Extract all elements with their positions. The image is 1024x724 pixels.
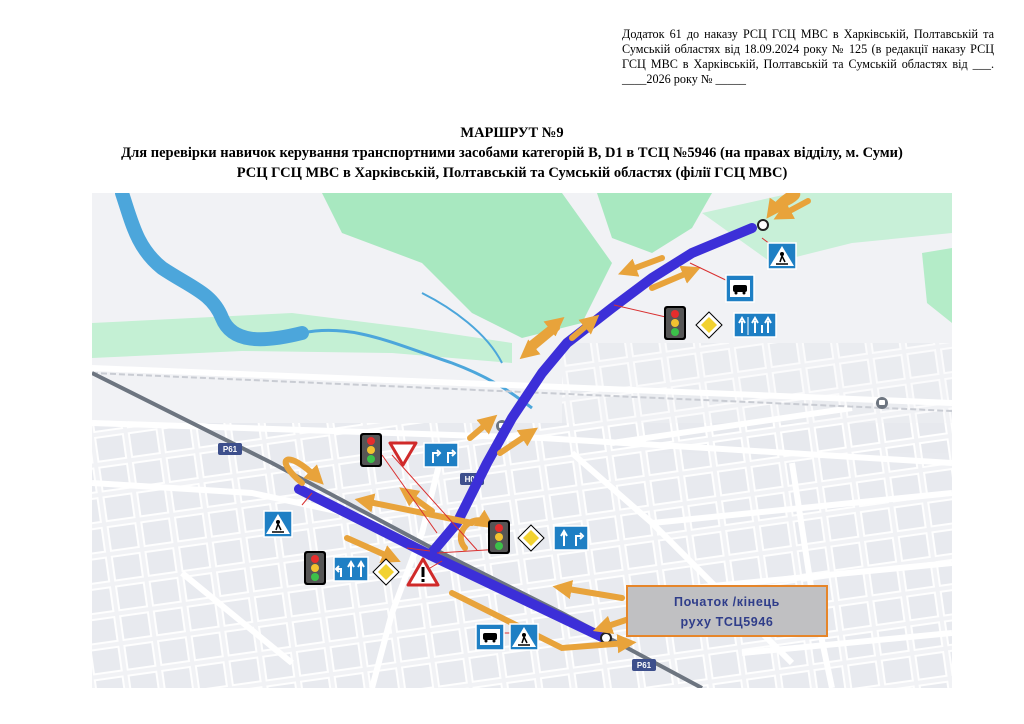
road-label-r61-west xyxy=(218,443,242,455)
route-organization: РСЦ ГСЦ МВС в Харківській, Полтавській та Сумській областях (філії ГСЦ МВС) xyxy=(236,165,788,181)
lane-direction-sign-icon xyxy=(424,443,458,467)
bus-stop-sign-icon xyxy=(476,624,504,650)
traffic-light-icon xyxy=(488,520,510,554)
bus-stop-marker-icon xyxy=(876,397,888,409)
route-subtitle: Для перевірки навичок керування транспортними засобами категорій B, D1 в ТСЦ №5946 (на правах відділу, м. Суми) xyxy=(121,145,903,161)
lane-direction-sign-icon xyxy=(554,526,588,550)
pedestrian-crossing-sign-icon xyxy=(510,624,538,650)
start-end-box-line2: руху ТСЦ5946 xyxy=(680,615,774,629)
route-map[interactable] xyxy=(92,193,952,688)
title-block xyxy=(0,123,1024,183)
traffic-light-icon xyxy=(664,306,686,340)
svg-text:Р61: Р61 xyxy=(636,661,652,670)
lane-direction-sign-icon xyxy=(334,557,368,581)
svg-text:Р61: Р61 xyxy=(222,445,238,454)
route-north-end-marker xyxy=(758,220,768,230)
road-label-r61-east xyxy=(632,659,656,671)
traffic-light-icon xyxy=(360,433,382,467)
start-end-box xyxy=(627,586,827,636)
header-note: Додаток 61 до наказу РСЦ ГСЦ МВС в Харківській, Полтавській та Сумській областях від 18.09.2024 року № 125 (в редакції наказу РСЦ ГСЦ МВС в Харківській, Полтавській та Сумській областях від ___. ____2026 року № _____ xyxy=(622,27,994,86)
svg-text:Н07: Н07 xyxy=(464,475,480,484)
lane-direction-sign-icon xyxy=(734,313,776,337)
bus-stop-sign-icon xyxy=(726,275,754,302)
pedestrian-crossing-sign-icon xyxy=(768,243,796,269)
start-end-box-line1: Початок /кінець xyxy=(674,595,780,609)
traffic-light-icon xyxy=(304,551,326,585)
route-title: МАРШРУТ №9 xyxy=(460,125,564,141)
route-map-svg xyxy=(92,193,952,688)
pedestrian-crossing-sign-icon xyxy=(264,511,292,537)
